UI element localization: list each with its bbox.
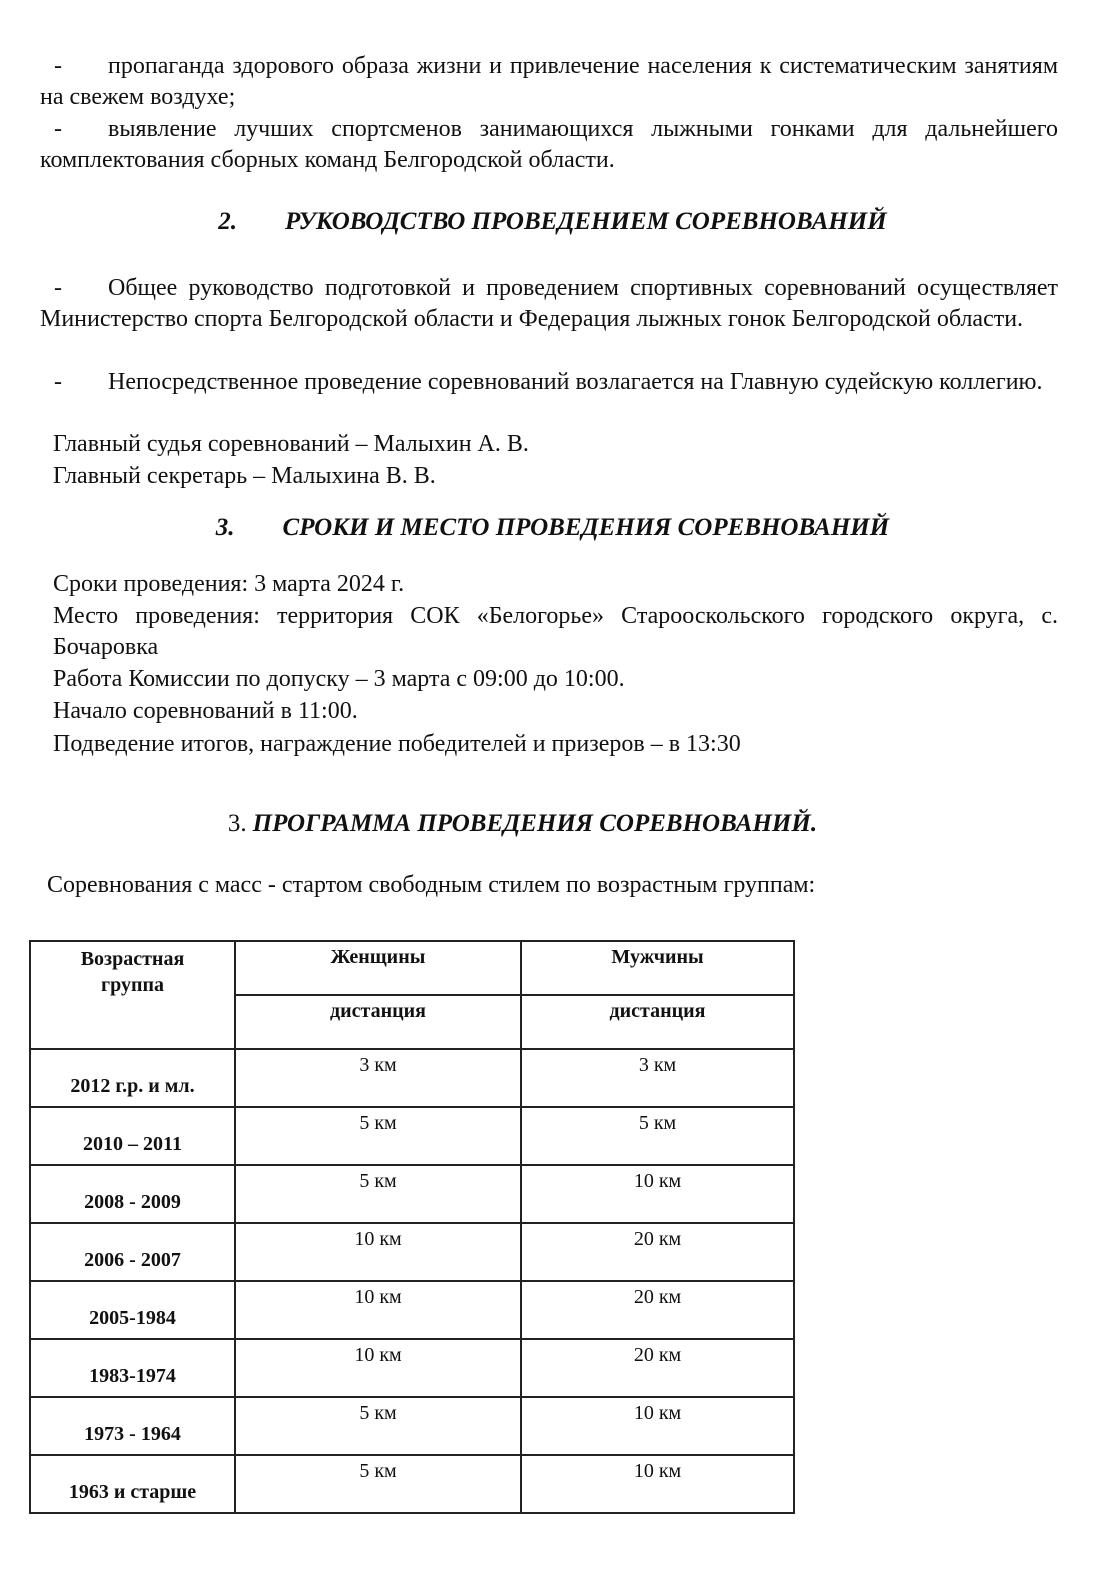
age-cell: 2012 г.р. и мл. <box>30 1049 235 1107</box>
section-heading-dates-place <box>0 512 1105 544</box>
men-distance-cell: 5 км <box>521 1107 794 1165</box>
section-number: 2. <box>218 208 238 235</box>
men-distance-cell: 20 км <box>521 1223 794 1281</box>
women-distance-cell: 5 км <box>235 1397 521 1455</box>
section-number: 3. <box>227 810 247 837</box>
table-row <box>30 1165 794 1223</box>
management-bullet-1 <box>40 273 1058 335</box>
section-title: ПРОГРАММА ПРОВЕДЕНИЯ СОРЕВНОВАНИЙ. <box>252 810 818 837</box>
management-bullet-text: Общее руководство подготовкой и проведением спортивных соревнований осуществляет Министерство спорта Белгородской области и Федерация лыжных гонок Белгородской области. <box>40 275 1058 332</box>
program-intro: Соревнования с масс - стартом свободным стилем по возрастным группам: <box>47 872 816 898</box>
women-distance-cell: 10 км <box>235 1339 521 1397</box>
goal-bullet-2 <box>40 114 1058 176</box>
table-row <box>30 1339 794 1397</box>
management-bullet-text: Непосредственное проведение соревнований возлагается на Главную судейскую коллегию. <box>108 369 1043 395</box>
table-row <box>30 1049 794 1107</box>
men-distance-cell: 20 км <box>521 1339 794 1397</box>
management-bullet-2 <box>40 367 1058 398</box>
table-header-row <box>30 941 794 995</box>
women-distance-cell: 5 км <box>235 1107 521 1165</box>
header-women: Женщины <box>235 941 521 995</box>
men-distance-cell: 10 км <box>521 1397 794 1455</box>
header-men: Мужчины <box>521 941 794 995</box>
chief-secretary: Главный секретарь – Малыхина В. В. <box>53 463 436 489</box>
women-distance-cell: 10 км <box>235 1223 521 1281</box>
men-distance-cell: 10 км <box>521 1165 794 1223</box>
women-distance-cell: 10 км <box>235 1281 521 1339</box>
age-cell: 2005-1984 <box>30 1281 235 1339</box>
women-distance-cell: 5 км <box>235 1165 521 1223</box>
bullet-dash: - <box>54 116 62 142</box>
table-row <box>30 1281 794 1339</box>
subheader-women-distance: дистанция <box>235 995 521 1049</box>
event-dates: Сроки проведения: 3 марта 2024 г. <box>53 571 405 597</box>
women-distance-cell: 5 км <box>235 1455 521 1513</box>
program-table <box>29 940 795 1514</box>
bullet-dash: - <box>54 275 62 301</box>
age-cell: 2006 - 2007 <box>30 1223 235 1281</box>
subheader-men-distance: дистанция <box>521 995 794 1049</box>
goal-bullet-text: пропаганда здорового образа жизни и привлечение населения к систематическим занятиям на свежем воздухе; <box>40 53 1058 110</box>
header-age-group <box>30 941 235 1049</box>
table-row <box>30 1107 794 1165</box>
goal-bullet-1 <box>40 51 1058 113</box>
table-row <box>30 1397 794 1455</box>
age-cell: 1963 и старше <box>30 1455 235 1513</box>
goal-bullet-text: выявление лучших спортсменов занимающихся лыжными гонками для дальнейшего комплектования сборных команд Белгородской области. <box>40 116 1058 173</box>
header-age-line2: группа <box>101 974 164 996</box>
bullet-dash: - <box>54 369 62 395</box>
header-age-line1: Возрастная <box>80 948 185 970</box>
event-place: Место проведения: территория СОК «Белогорье» Старооскольского городского округа, с. Бочаровка <box>53 603 1058 660</box>
men-distance-cell: 20 км <box>521 1281 794 1339</box>
section-number: 3. <box>215 514 235 541</box>
men-distance-cell: 3 км <box>521 1049 794 1107</box>
admission-commission: Работа Комиссии по допуску – 3 марта с 09:00 до 10:00. <box>53 666 625 692</box>
men-distance-cell: 10 км <box>521 1455 794 1513</box>
women-distance-cell: 3 км <box>235 1049 521 1107</box>
section-title: СРОКИ И МЕСТО ПРОВЕДЕНИЯ СОРЕВНОВАНИЙ <box>282 514 890 541</box>
results-awards: Подведение итогов, награждение победителей и призеров – в 13:30 <box>53 731 741 757</box>
chief-judge: Главный судья соревнований – Малыхин А. В. <box>53 431 529 457</box>
competition-start: Начало соревнований в 11:00. <box>53 698 358 724</box>
section-heading-program <box>0 808 1075 840</box>
age-cell: 2008 - 2009 <box>30 1165 235 1223</box>
section-heading-management <box>0 206 1105 238</box>
section-title: РУКОВОДСТВО ПРОВЕДЕНИЕМ СОРЕВНОВАНИЙ <box>285 208 887 235</box>
age-cell: 2010 – 2011 <box>30 1107 235 1165</box>
bullet-dash: - <box>54 53 62 79</box>
age-cell: 1973 - 1964 <box>30 1397 235 1455</box>
table-row <box>30 1455 794 1513</box>
age-cell: 1983-1974 <box>30 1339 235 1397</box>
table-row <box>30 1223 794 1281</box>
